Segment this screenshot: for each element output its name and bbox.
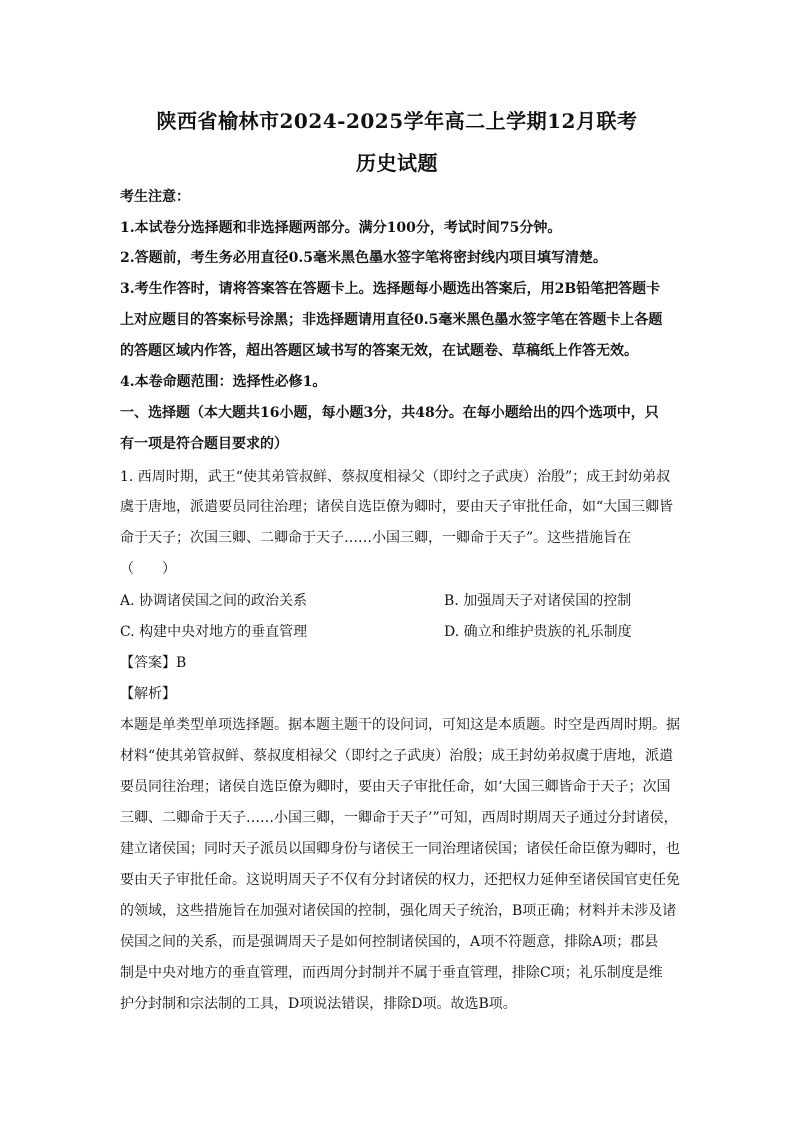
analysis-text: 建立诸侯国；同时天子派员以国卿身份与诸侯王一同治理诸侯国；诸侯任命臣僚为卿时，也 (120, 841, 680, 857)
section-heading-cont: 有一项是符合题目要求的） (120, 436, 288, 452)
analysis-text: 材料“使其弟管叔鲜、蔡叔度相禄父（即纣之子武庚）治殷；成王封幼弟叔虞于唐地，派遣 (120, 748, 674, 764)
analysis-text: 的领域，这些措施旨在加强对诸侯国的控制，强化周天子统治，B项正确；材料并未涉及诸 (120, 903, 677, 919)
option-b: B. 加强周天子对诸侯国的控制 (444, 593, 632, 609)
notice-heading: 考生注意： (120, 189, 190, 205)
option-d: D. 确立和维护贵族的礼乐制度 (444, 624, 632, 640)
notice-item: 1.本试卷分选择题和非选择题两部分。满分100分，考试时间75分钟。 (120, 220, 562, 236)
notice-item: 3.考生作答时，请将答案答在答题卡上。选择题每小题选出答案后，用2B铅笔把答题卡 (120, 281, 661, 297)
analysis-text: 三卿、二卿命于天子……小国三卿，一卿命于天子’”可知，西周时期周天子通过分封诸侯， (120, 810, 678, 826)
analysis-text: 侯国之间的关系，而是强调周天子是如何控制诸侯国的，A项不符题意，排除A项；郡县 (120, 934, 659, 950)
analysis-text: 本题是单类型单项选择题。据本题主题干的设问词，可知这是本质题。时空是西周时期。据 (120, 717, 680, 733)
question-stem: 虞于唐地，派遣要员同往治理；诸侯自选臣僚为卿时，要由天子审批任命，如“大国三卿皆 (120, 499, 674, 515)
question-blank: （ ） (120, 561, 176, 577)
notice-item: 上对应题目的答案标号涂黑；非选择题请用直径0.5毫米黑色墨水签字笔在答题卡上各题 (120, 312, 663, 328)
question-stem: 命于天子；次国三卿、二卿命于天子……小国三卿，一卿命于天子”。这些措施旨在 (120, 530, 632, 546)
analysis-text: 护分封制和宗法制的工具，D项说法错误，排除D项。故选B项。 (120, 996, 517, 1012)
analysis-text: 制是中央对地方的垂直管理，而西周分封制并不属于垂直管理，排除C项；礼乐制度是维 (120, 965, 663, 981)
analysis-text: 要由天子审批任命。这说明周天子不仅有分封诸侯的权力，还把权力延伸至诸侯国官吏任免 (120, 872, 680, 888)
option-a: A. 协调诸侯国之间的政治关系 (120, 593, 308, 609)
analysis-heading: 【解析】 (120, 686, 176, 702)
exam-subtitle: 历史试题 (356, 151, 438, 175)
exam-title: 陕西省榆林市2024-2025学年高二上学期12月联考 (156, 109, 638, 133)
question-stem: 1. 西周时期，武王“使其弟管叔鲜、蔡叔度相禄父（即纣之子武庚）治殷”；成王封幼弟叔 (120, 469, 671, 485)
notice-item: 4.本卷命题范围：选择性必修1。 (120, 374, 327, 390)
notice-item: 2.答题前，考生务必用直径0.5毫米黑色墨水签字笔将密封线内项目填写清楚。 (120, 250, 607, 266)
answer-label: 【答案】B (120, 655, 187, 671)
notice-item: 的答题区域内作答，超出答题区域书写的答案无效，在试题卷、草稿纸上作答无效。 (120, 343, 638, 359)
section-heading: 一、选择题（本大题共16小题，每小题3分，共48分。在每小题给出的四个选项中，只 (120, 405, 659, 421)
option-c: C. 构建中央对地方的垂直管理 (120, 624, 308, 640)
analysis-text: 要员同往治理；诸侯自选臣僚为卿时，要由天子审批任命，如‘大国三卿皆命于天子；次国 (120, 779, 671, 795)
